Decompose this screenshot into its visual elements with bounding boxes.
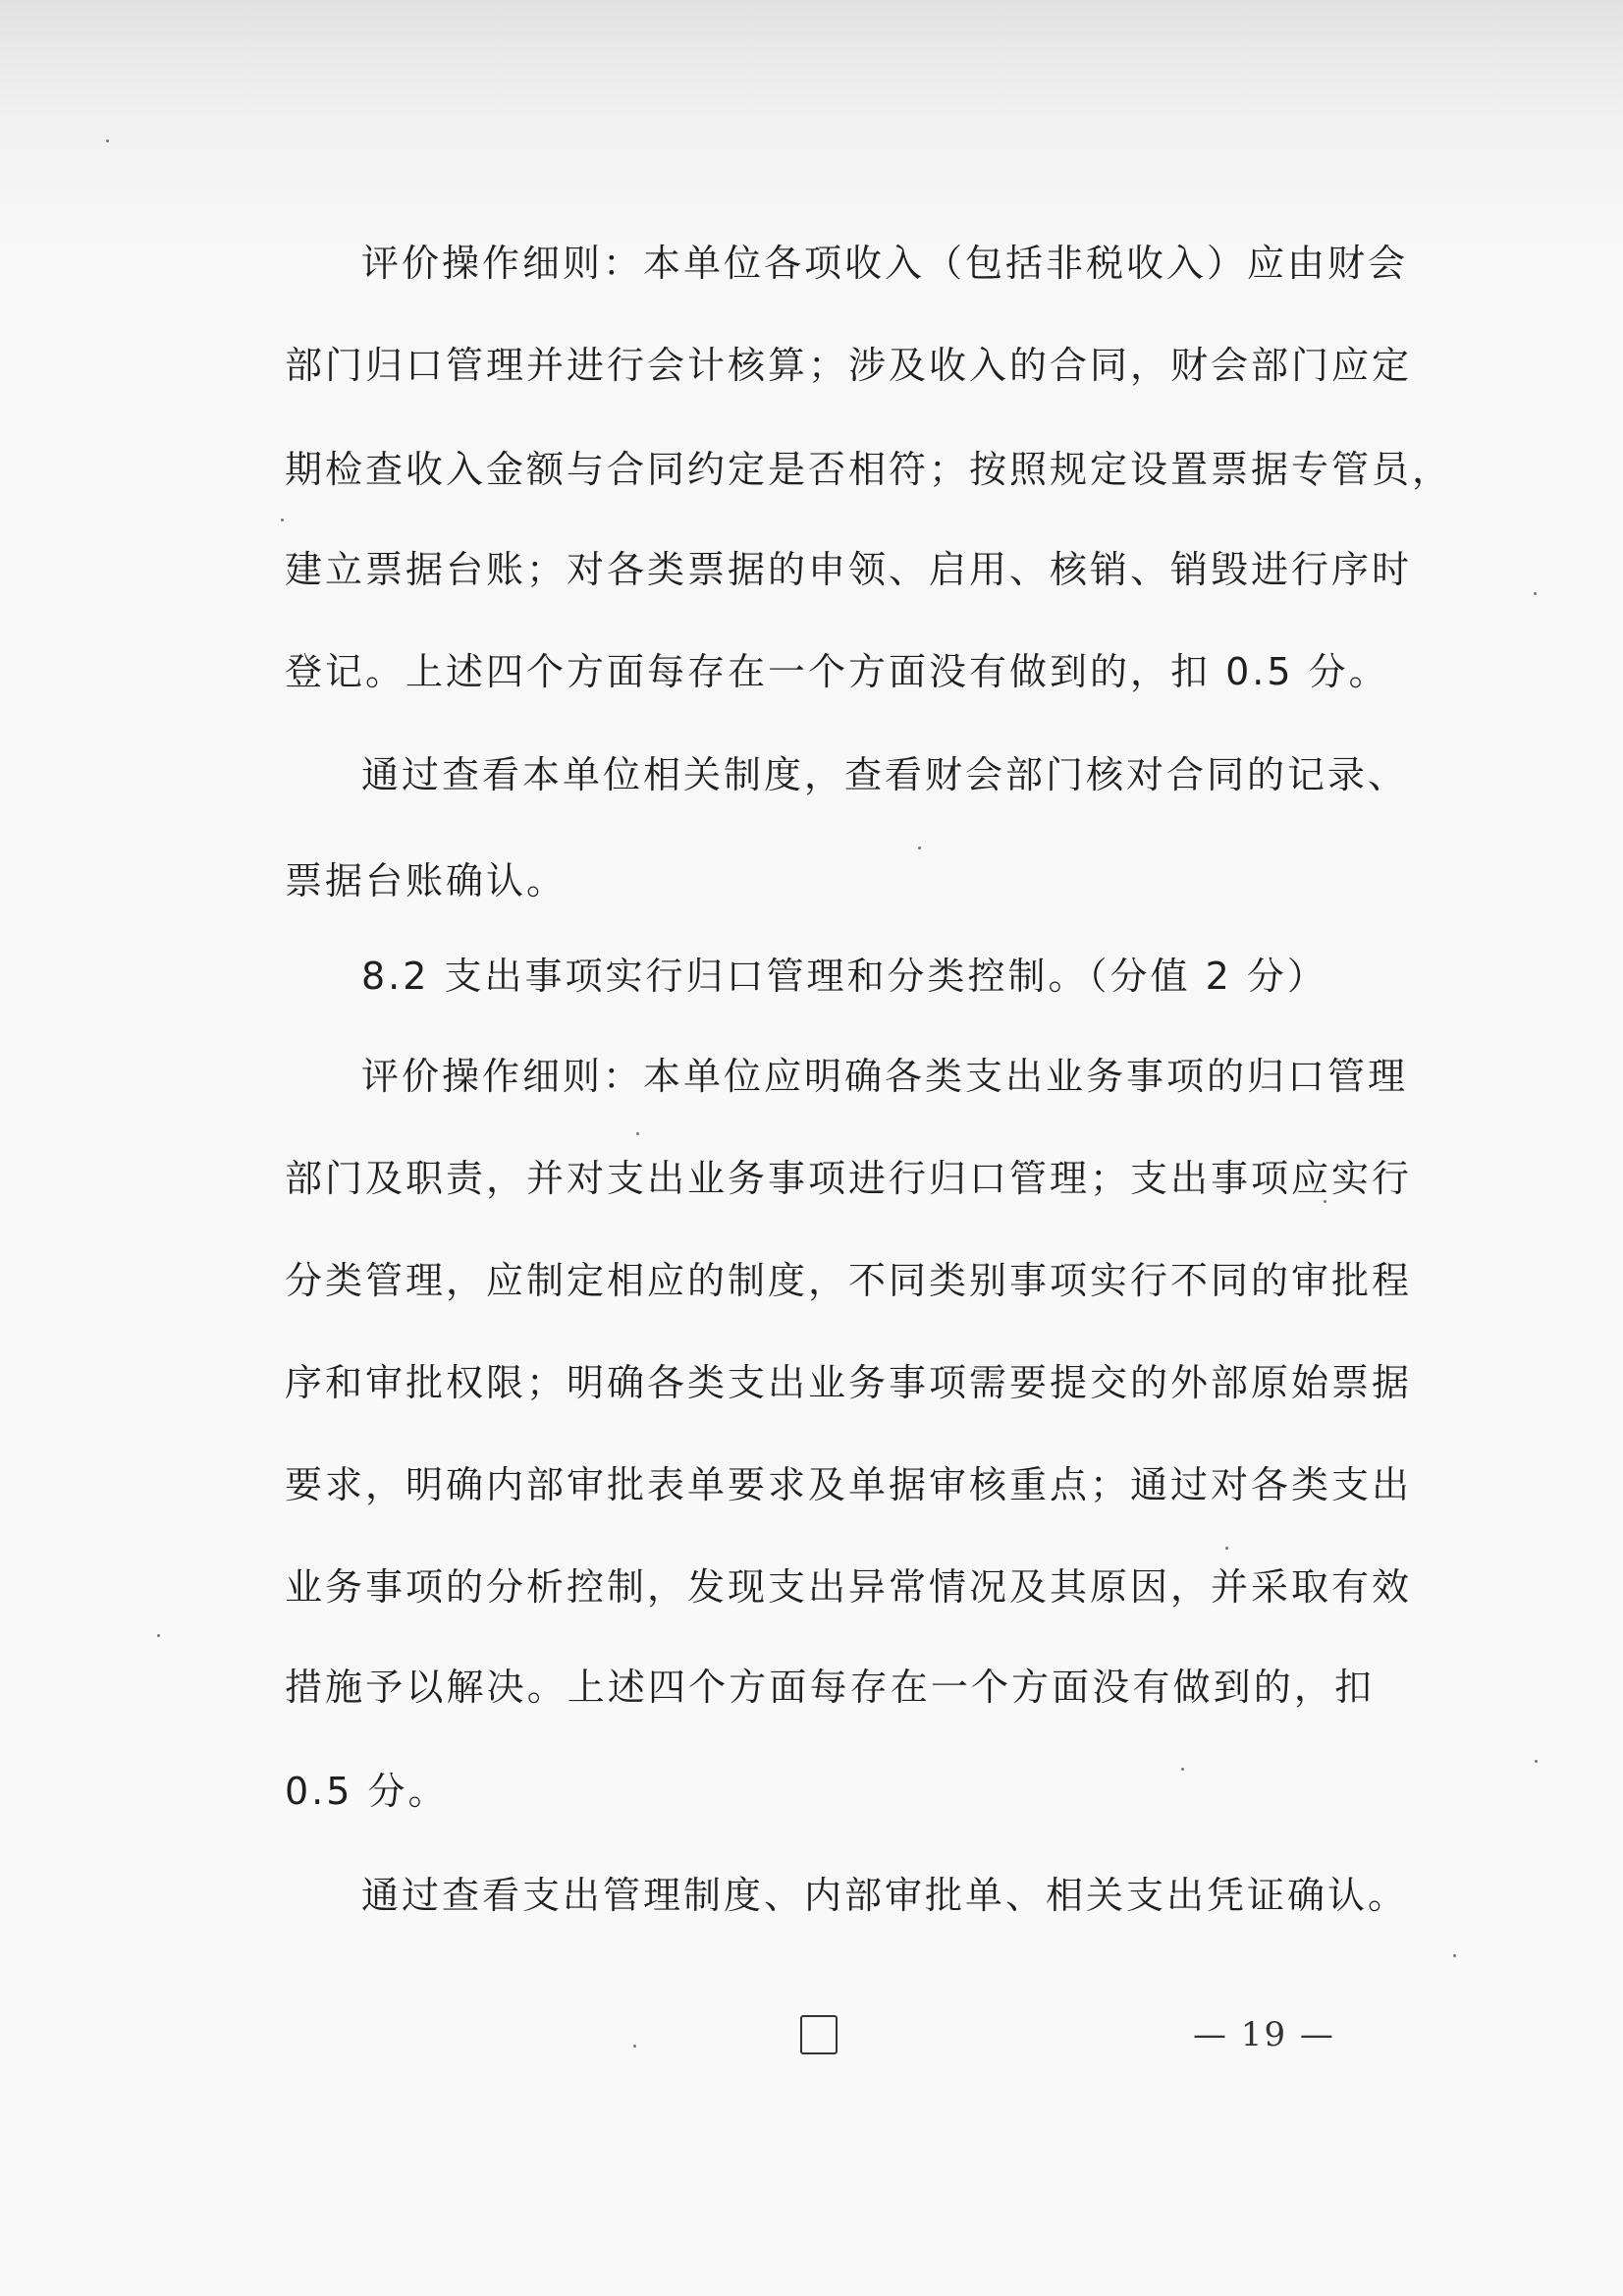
paragraph-3-line-4: 序和审批权限；明确各类支出业务事项需要提交的外部原始票据 (285, 1361, 1413, 1404)
paragraph-1-line-3: 期检查收入金额与合同约定是否相符；按照规定设置票据专管员， (285, 448, 1453, 491)
paragraph-3-line-8: 0.5 分。 (285, 1770, 449, 1813)
paragraph-3-line-7: 措施予以解决。上述四个方面每存在一个方面没有做到的，扣 (285, 1666, 1375, 1709)
section-heading-8-2: 8.2 支出事项实行归口管理和分类控制。（分值 2 分） (361, 955, 1327, 998)
paragraph-3-line-6: 业务事项的分析控制，发现支出异常情况及其原因，并采取有效 (285, 1565, 1413, 1609)
scan-speck (1181, 1768, 1184, 1771)
paragraph-1-line-4: 建立票据台账；对各类票据的申领、启用、核销、销毁进行序时 (285, 548, 1413, 591)
paragraph-3-line-1: 评价操作细则：本单位应明确各类支出业务事项的归口管理 (361, 1055, 1409, 1098)
scan-speck (918, 847, 921, 849)
paragraph-4-line-1: 通过查看支出管理制度、内部审批单、相关支出凭证确认。 (361, 1874, 1409, 1917)
page-number: — 19 — (1193, 2015, 1335, 2054)
scan-speck (636, 1132, 639, 1135)
paragraph-2-line-2: 票据台账确认。 (285, 859, 568, 902)
paragraph-1-line-5: 登记。上述四个方面每存在一个方面没有做到的，扣 0.5 分。 (285, 650, 1389, 693)
scan-speck (1225, 1547, 1228, 1550)
scan-speck (1453, 1954, 1456, 1957)
paragraph-2-line-1: 通过查看本单位相关制度，查看财会部门核对合同的记录、 (361, 753, 1409, 796)
scan-speck (633, 2045, 636, 2048)
scan-speck (1535, 1760, 1538, 1763)
scan-speck (281, 519, 284, 521)
paragraph-1-line-2: 部门归口管理并进行会计核算；涉及收入的合同，财会部门应定 (285, 344, 1413, 387)
paragraph-3-line-5: 要求，明确内部审批表单要求及单据审核重点；通过对各类支出 (285, 1463, 1413, 1506)
scan-speck (157, 1634, 160, 1637)
paragraph-3-line-3: 分类管理，应制定相应的制度，不同类别事项实行不同的审批程 (285, 1259, 1413, 1302)
paragraph-1-line-1: 评价操作细则：本单位各项收入（包括非税收入）应由财会 (361, 242, 1409, 285)
paragraph-3-line-2: 部门及职责，并对支出业务事项进行归口管理；支出事项应实行 (285, 1157, 1413, 1200)
scan-speck (106, 139, 109, 142)
scan-speck (1534, 592, 1537, 595)
scan-speck (1324, 1200, 1326, 1203)
footer-square-mark (800, 2015, 838, 2054)
